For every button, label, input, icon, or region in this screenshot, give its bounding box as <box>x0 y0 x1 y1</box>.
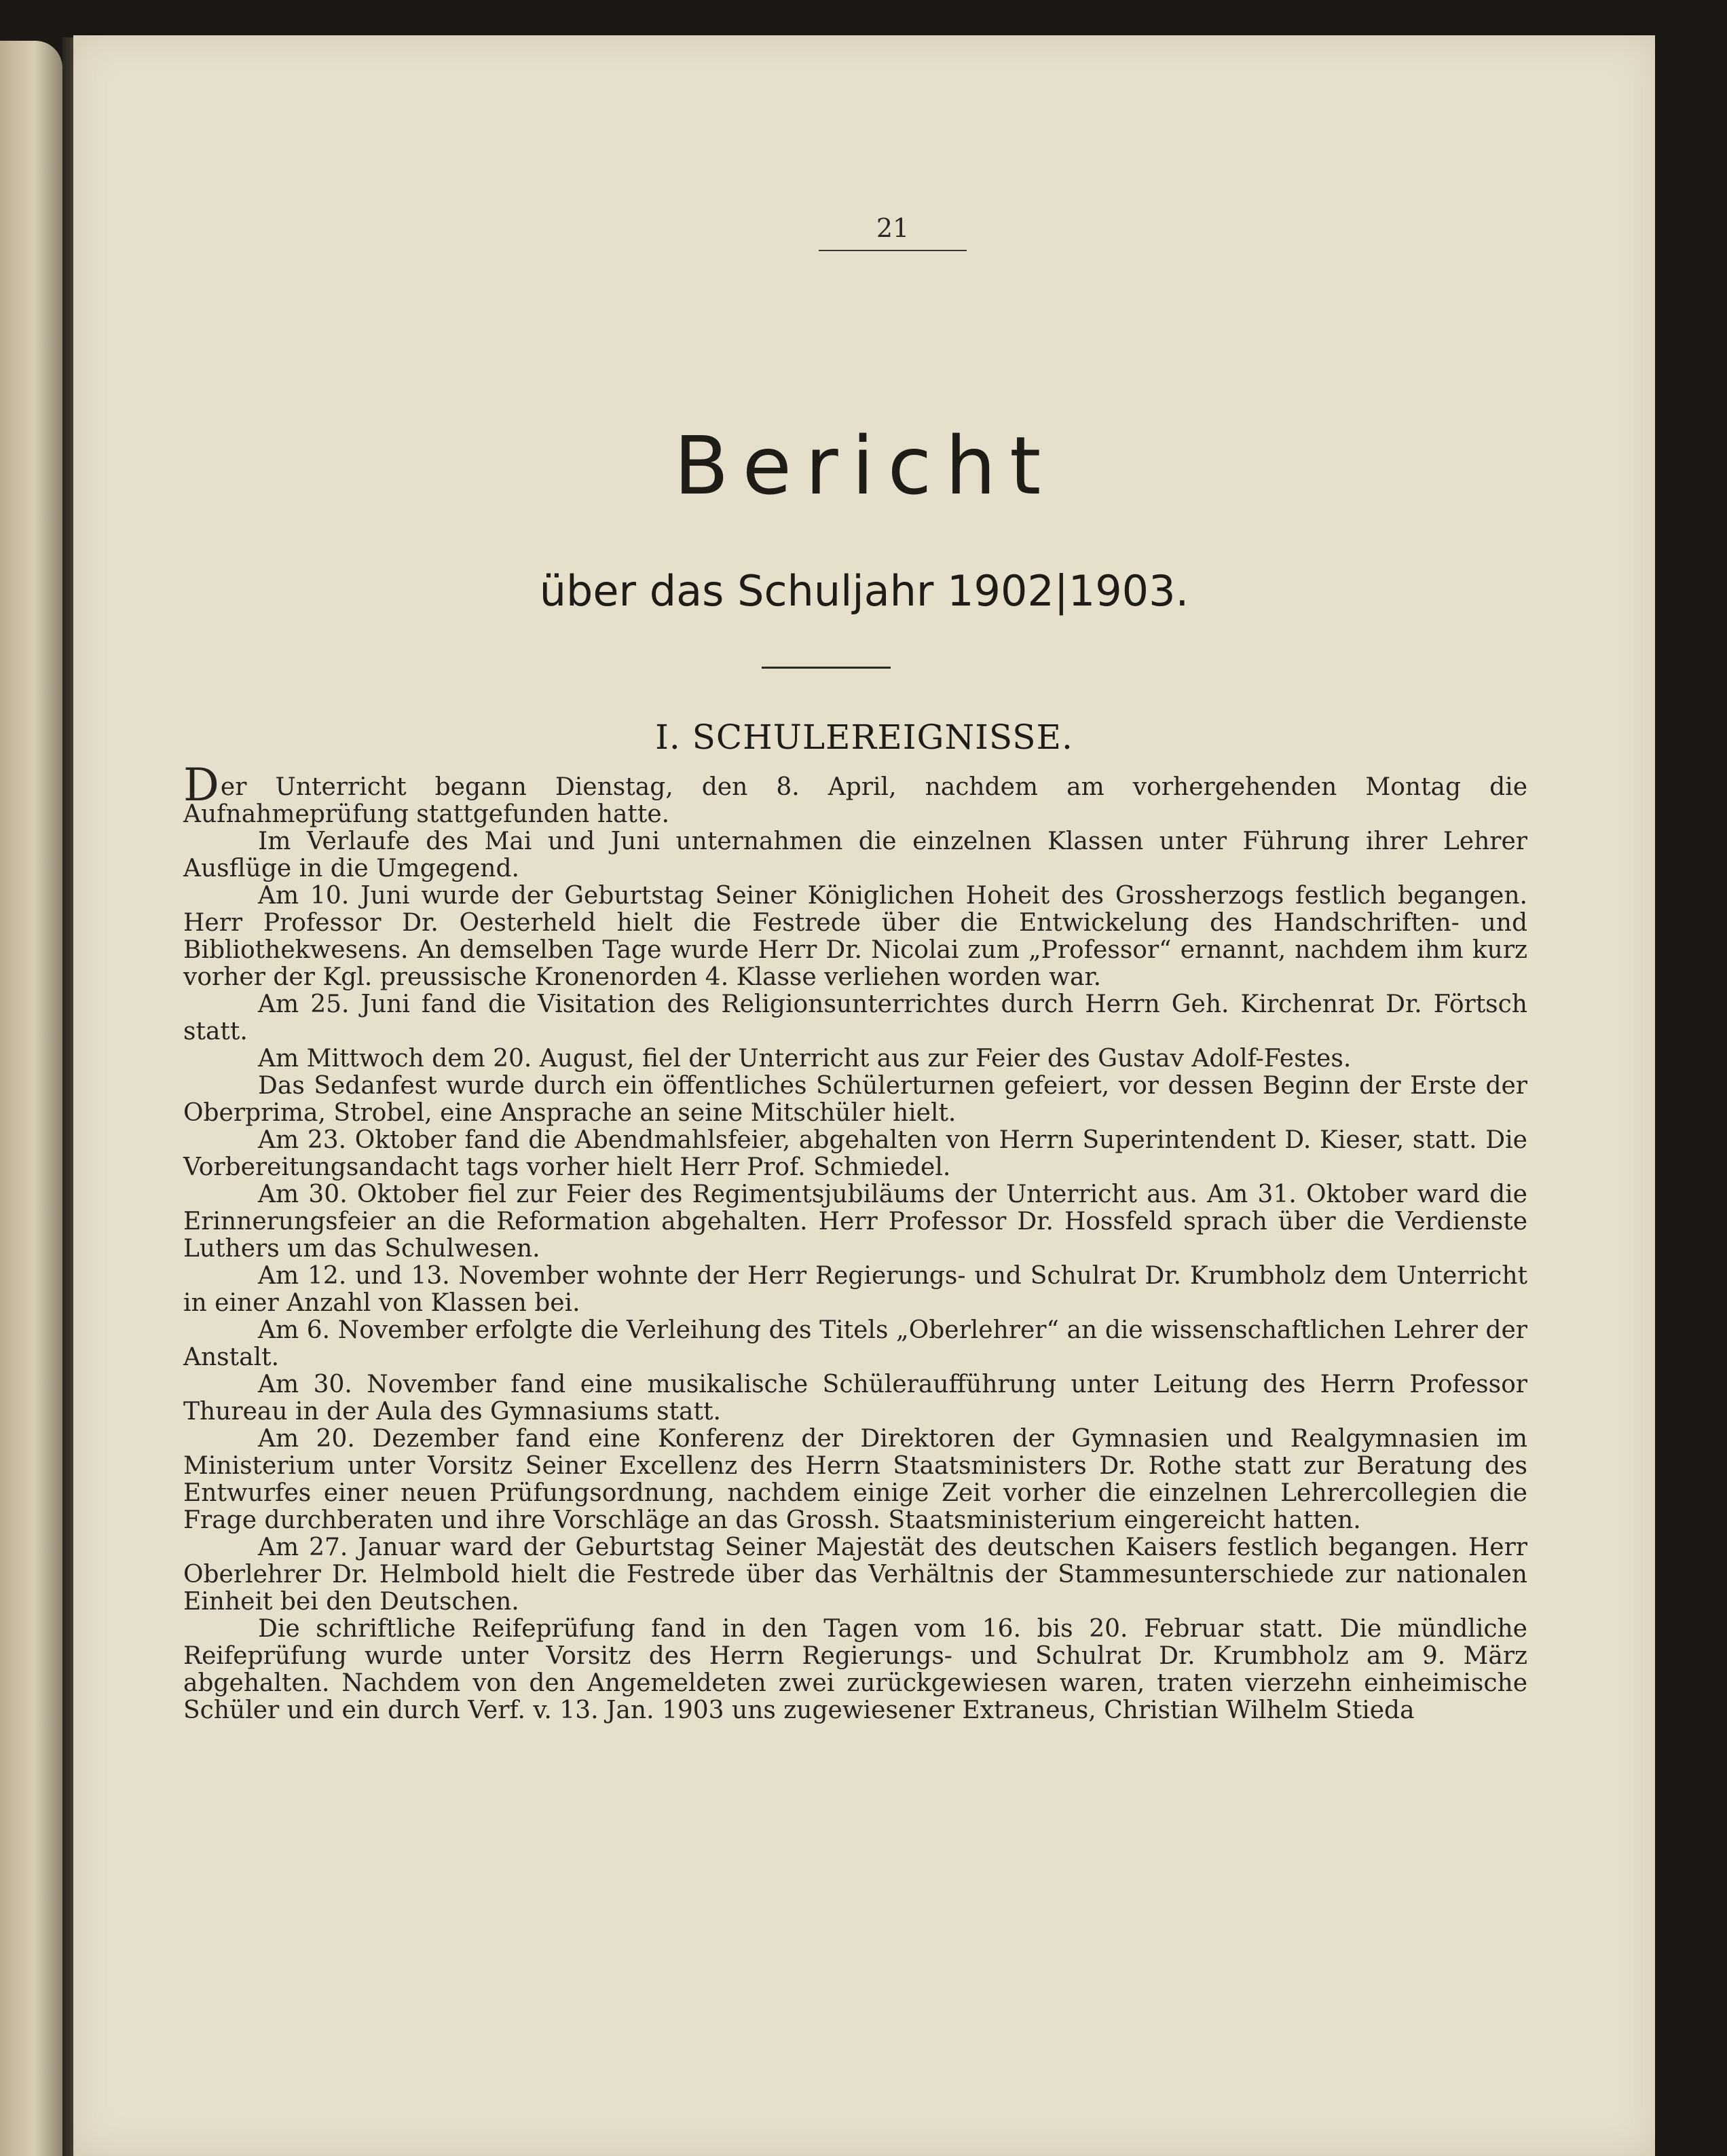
paragraph-text: er Unterricht begann Dienstag, den 8. April, nachdem am vorhergehenden Montag die Aufnahmeprüfung stattgefunden hatte. <box>183 773 1527 828</box>
paragraph: Im Verlaufe des Mai und Juni unternahmen die einzelnen Klassen unter Führung ihrer Lehrer Ausflüge in die Umgegend. <box>183 828 1527 882</box>
page-number: 21 <box>819 213 967 251</box>
title-divider <box>762 667 891 669</box>
paragraph: Die schriftliche Reifeprüfung fand in den Tagen vom 16. bis 20. Februar statt. Die mündliche Reifeprüfung wurde unter Vorsitz des Herrn Regierungs- und Schulrat Dr. Krumbholz am 9. März abgehalten. Nachdem von den Angemeldeten zwei zurückgewiesen waren, traten vierzehn einheimische Schüler und ein durch Verf. v. 13. Jan. 1903 uns zugewiesener Extraneus, Christian Wilhelm Stieda <box>183 1615 1527 1724</box>
document-page <box>73 35 1655 2156</box>
paragraph: Am 6. November erfolgte die Verleihung des Titels „Oberlehrer“ an die wissenschaftlichen Lehrer der Anstalt. <box>183 1316 1527 1371</box>
paragraph: Am 30. November fand eine musikalische Schüleraufführung unter Leitung des Herrn Professor Thureau in der Aula des Gymnasiums statt. <box>183 1371 1527 1426</box>
page-title: Bericht <box>673 419 1055 513</box>
section-heading: I. SCHULEREIGNISSE. <box>655 718 1073 757</box>
paragraph: Am 30. Oktober fiel zur Feier des Regimentsjubiläums der Unterricht aus. Am 31. Oktober ward die Erinnerungsfeier an die Reformation abgehalten. Herr Professor Dr. Hossfeld sprach über die Verdienste Luthers um das Schulwesen. <box>183 1181 1527 1263</box>
left-page-edge <box>0 41 62 2156</box>
paragraph: Am 27. Januar ward der Geburtstag Seiner Majestät des deutschen Kaisers festlich begangen. Herr Oberlehrer Dr. Helmbold hielt die Festrede über das Verhältnis der Stammesunterschiede zur nationalen Einheit bei den Deutschen. <box>183 1534 1527 1616</box>
paragraph: Am Mittwoch dem 20. August, fiel der Unterricht aus zur Feier des Gustav Adolf-Festes. <box>258 1045 1352 1073</box>
page-subtitle: über das Schuljahr 1902|1903. <box>539 566 1189 616</box>
paragraph: Am 20. Dezember fand eine Konferenz der Direktoren der Gymnasien und Realgymnasien im Ministerium unter Vorsitz Seiner Excellenz des Herrn Staatsministers Dr. Rothe statt zur Beratung des Entwurfes einer neuen Prüfungsordnung, nachdem einige Zeit vorher die einzelnen Lehrercollegien die Frage durchberaten und ihre Vorschläge an das Grossh. Staatsministerium eingereicht hatten. <box>183 1425 1527 1534</box>
paragraph: Am 10. Juni wurde der Geburtstag Seiner Königlichen Hoheit des Grossherzogs festlich begangen. Herr Professor Dr. Oesterheld hielt die Festrede über die Entwickelung des Handschriften- und Bibliothekwesens. An demselben Tage wurde Herr Dr. Nicolai zum „Professor“ ernannt, nachdem ihm kurz vorher der Kgl. preussische Kronenorden 4. Klasse verliehen worden war. <box>183 882 1527 991</box>
paragraph: Am 12. und 13. November wohnte der Herr Regierungs- und Schulrat Dr. Krumbholz dem Unterricht in einer Anzahl von Klassen bei. <box>183 1262 1527 1317</box>
paragraph: Am 25. Juni fand die Visitation des Religionsunterrichtes durch Herrn Geh. Kirchenrat Dr. Förtsch statt. <box>183 990 1527 1045</box>
paragraph: Am 23. Oktober fand die Abendmahlsfeier, abgehalten von Herrn Superintendent D. Kieser, statt. Die Vorbereitungsandacht tags vorher hielt Herr Prof. Schmiedel. <box>183 1126 1527 1181</box>
drop-cap: D <box>183 759 219 811</box>
paragraph <box>183 759 1527 828</box>
paragraph: Das Sedanfest wurde durch ein öffentliches Schülerturnen gefeiert, vor dessen Beginn der Erste der Oberprima, Strobel, eine Ansprache an seine Mitschüler hielt. <box>183 1072 1527 1127</box>
body-text <box>183 759 1527 1724</box>
